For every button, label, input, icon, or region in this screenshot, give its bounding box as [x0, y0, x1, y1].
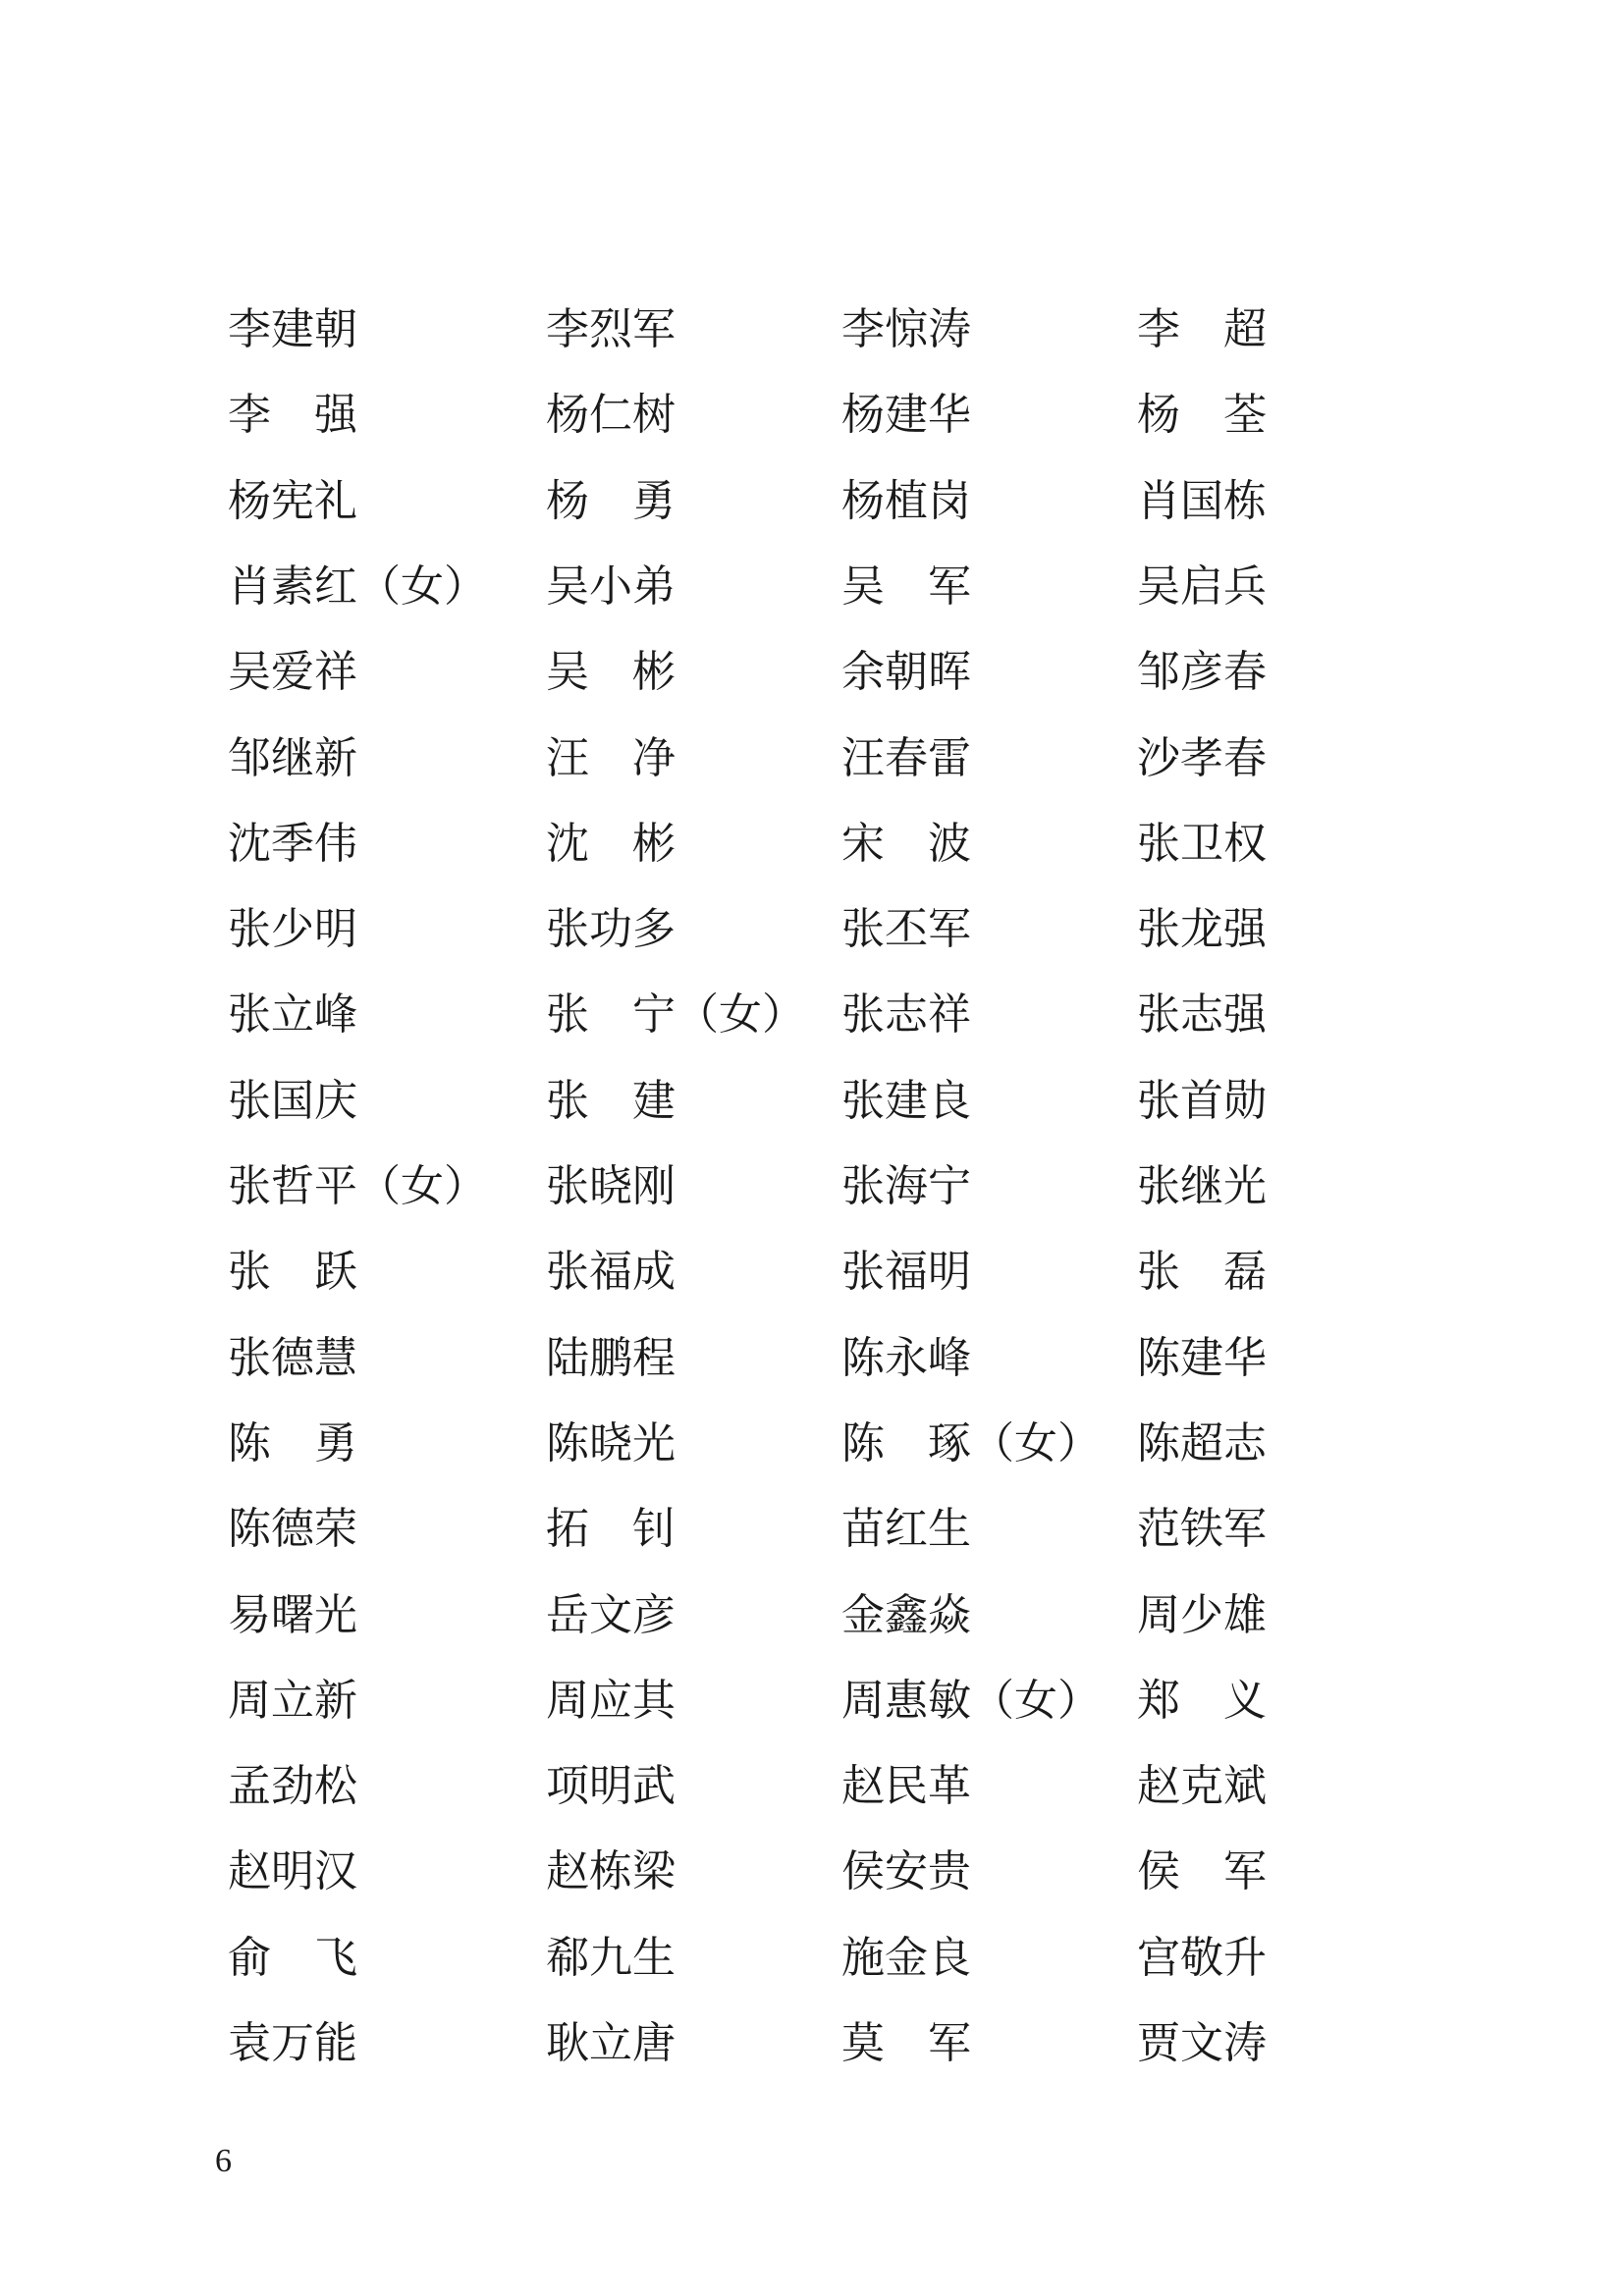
name-entry: 陈超志	[1137, 1417, 1267, 1468]
name-entry: 岳文彦	[546, 1589, 676, 1640]
name-entry: 沙孝春	[1137, 732, 1267, 783]
name-entry: 李惊涛	[841, 304, 971, 354]
name-entry: 施金良	[841, 1932, 971, 1983]
name-entry: 李 强	[228, 390, 357, 441]
name-entry: 李建朝	[228, 304, 357, 354]
name-entry: 张海宁	[841, 1161, 971, 1211]
name-entry: 杨植岗	[841, 475, 971, 526]
name-entry: 郑 义	[1137, 1675, 1267, 1726]
name-entry: 陈永峰	[841, 1332, 971, 1383]
name-entry: 余朝晖	[841, 647, 971, 698]
name-entry: 吴小弟	[546, 561, 676, 612]
page-number: 6	[215, 2143, 232, 2179]
name-entry: 周惠敏（女）	[841, 1675, 1101, 1726]
name-entry: 吴爱祥	[228, 647, 357, 698]
name-entry: 张继光	[1137, 1161, 1267, 1211]
name-entry: 肖素红（女）	[228, 561, 487, 612]
name-entry: 张功多	[546, 904, 676, 955]
name-entry: 张建良	[841, 1075, 971, 1126]
name-entry: 宫敬升	[1137, 1932, 1267, 1983]
name-entry: 苗红生	[841, 1504, 971, 1555]
name-entry: 赵栋梁	[546, 1846, 676, 1897]
name-entry: 杨 荃	[1137, 390, 1267, 441]
name-entry: 吴 军	[841, 561, 971, 612]
name-entry: 周立新	[228, 1675, 357, 1726]
name-entry: 杨建华	[841, 390, 971, 441]
name-entry: 李烈军	[546, 304, 676, 354]
name-entry: 陈 琢（女）	[841, 1417, 1101, 1468]
name-entry: 肖国栋	[1137, 475, 1267, 526]
name-entry: 沈 彬	[546, 818, 676, 869]
name-entry: 范铁军	[1137, 1504, 1267, 1555]
name-entry: 侯安贵	[841, 1846, 971, 1897]
name-entry: 易曙光	[228, 1589, 357, 1640]
name-entry: 陈建华	[1137, 1332, 1267, 1383]
name-entry: 张德慧	[228, 1332, 357, 1383]
name-entry: 耿立唐	[546, 2018, 676, 2068]
name-entry: 侯 军	[1137, 1846, 1267, 1897]
name-entry: 张丕军	[841, 904, 971, 955]
name-entry: 张立峰	[228, 989, 357, 1041]
name-entry: 张晓刚	[546, 1161, 676, 1211]
name-entry: 张福成	[546, 1247, 676, 1298]
name-entry: 贾文涛	[1137, 2018, 1267, 2068]
name-entry: 张 建	[546, 1075, 676, 1126]
name-entry: 金鑫焱	[841, 1589, 971, 1640]
name-entry: 陈晓光	[546, 1417, 676, 1468]
name-entry: 袁万能	[228, 2018, 357, 2068]
name-entry: 张首勋	[1137, 1075, 1267, 1126]
name-entry: 赵克斌	[1137, 1761, 1267, 1812]
name-entry: 张哲平（女）	[228, 1161, 487, 1211]
name-entry: 汪春雷	[841, 732, 971, 783]
name-entry: 李 超	[1137, 304, 1267, 354]
name-entry: 汪 净	[546, 732, 676, 783]
name-entry: 张龙强	[1137, 904, 1267, 955]
name-entry: 沈季伟	[228, 818, 357, 869]
name-entry: 俞 飞	[228, 1932, 357, 1983]
name-entry: 杨仁树	[546, 390, 676, 441]
name-entry: 张 磊	[1137, 1247, 1267, 1298]
name-entry: 杨宪礼	[228, 475, 357, 526]
name-entry: 吴 彬	[546, 647, 676, 698]
name-entry: 张少明	[228, 904, 357, 955]
name-entry: 吴启兵	[1137, 561, 1267, 612]
name-entry: 张卫权	[1137, 818, 1267, 869]
name-entry: 郗九生	[546, 1932, 676, 1983]
name-entry: 陈 勇	[228, 1417, 357, 1468]
name-entry: 宋 波	[841, 818, 971, 869]
name-entry: 赵民革	[841, 1761, 971, 1812]
name-entry: 邹彦春	[1137, 647, 1267, 698]
name-entry: 张志强	[1137, 989, 1267, 1041]
name-entry: 赵明汉	[228, 1846, 357, 1897]
name-entry: 张福明	[841, 1247, 971, 1298]
name-entry: 陈德荣	[228, 1504, 357, 1555]
name-entry: 张志祥	[841, 989, 971, 1041]
name-entry: 莫 军	[841, 2018, 971, 2068]
name-entry: 拓 钊	[546, 1504, 676, 1555]
name-entry: 张 跃	[228, 1247, 357, 1298]
name-entry: 项明武	[546, 1761, 676, 1812]
name-entry: 孟劲松	[228, 1761, 357, 1812]
name-entry: 杨 勇	[546, 475, 676, 526]
name-entry: 张 宁（女）	[546, 989, 805, 1041]
name-entry: 邹继新	[228, 732, 357, 783]
name-entry: 陆鹏程	[546, 1332, 676, 1383]
name-entry: 周少雄	[1137, 1589, 1267, 1640]
name-entry: 张国庆	[228, 1075, 357, 1126]
name-entry: 周应其	[546, 1675, 676, 1726]
